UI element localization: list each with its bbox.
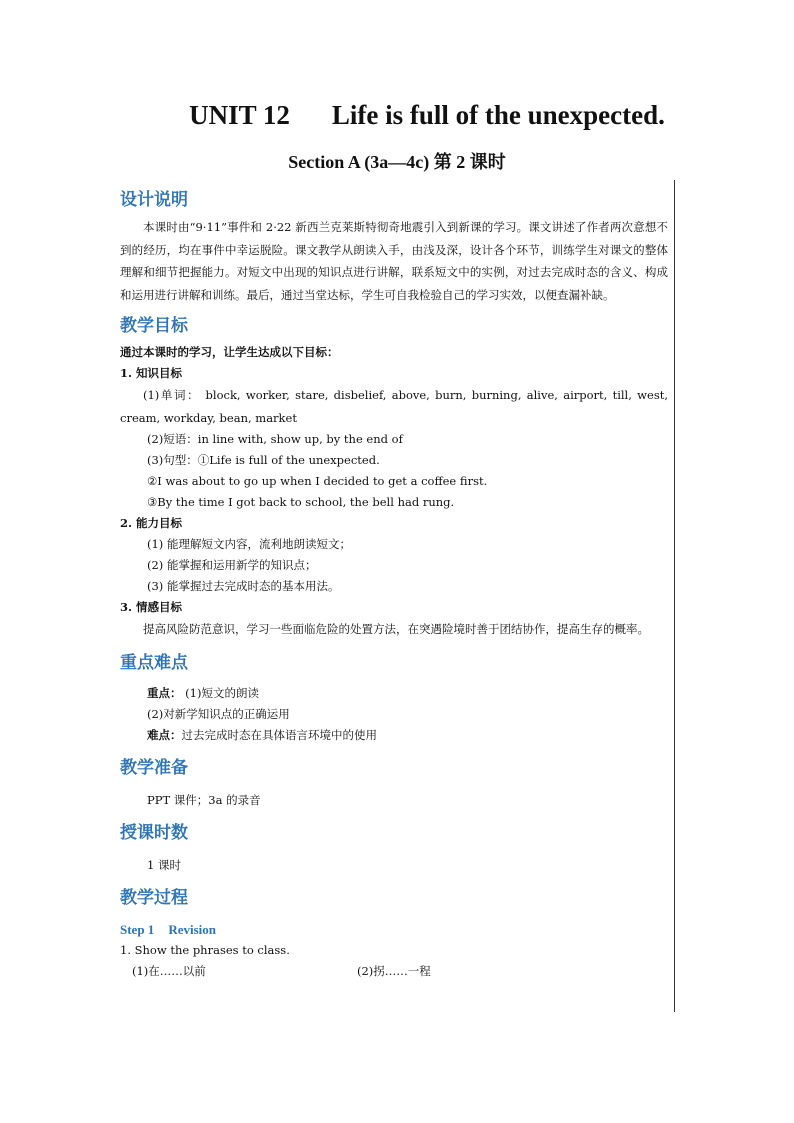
table-border-right bbox=[674, 180, 675, 1012]
goals-intro: 通过本课时的学习，让学生达成以下目标： bbox=[120, 345, 339, 359]
key-label: 重点： bbox=[147, 685, 182, 700]
lesson-subtitle: Section A (3a—4c) 第 2 课时 bbox=[288, 152, 506, 172]
phrase-2: (2)拐……一程 bbox=[357, 963, 431, 978]
process-heading: 教学过程 bbox=[120, 887, 188, 908]
sentence-label: (3)句型： bbox=[147, 453, 198, 467]
vocab-words: (1)单词： block, worker, stare, disbelief, above, burn, burning, alive, airport, till, west, cream, workday, bean, market bbox=[120, 388, 668, 425]
step-label: Step 1 bbox=[120, 921, 155, 937]
unit-title: Life is full of the unexpected. bbox=[331, 100, 665, 130]
design-text: 本课时由“9·11”事件和 2·22 新西兰克莱斯特彻奇地震引入到新课的学习。课文讲述了作者两次意想不到的经历，均在事件中幸运脱险。课文教学从朗读入手，由浅及深，设计各个环节，训练学生对课文的整体理解和细节把握能力。对短文中出现的知识点进行讲解，联系短文中的实例，对过去完成时态的含义、构成和运用进行讲解和训练。最后，通过当堂达标，学生可自我检验自己的学习实效，以便查漏补缺。 bbox=[120, 220, 668, 302]
unit-label: UNIT 12 bbox=[189, 100, 290, 130]
emotion-goals-text: 提高风险防范意识，学习一些面临危险的处置方法，在突遇险境时善于团结协作，提高生存的概率。 bbox=[143, 622, 649, 636]
sentence-pattern-1 bbox=[120, 450, 668, 471]
emotion-goals-title: 3. 情感目标 bbox=[120, 600, 183, 614]
prep-text: PPT 课件；3a 的录音 bbox=[147, 792, 261, 807]
sentence-pattern-2: ②I was about to go up when I decided to get a coffee first. bbox=[147, 474, 488, 488]
sentence-1: ①Life is full of the unexpected. bbox=[197, 453, 380, 467]
ability-item-3: (3) 能掌握过去完成时态的基本用法。 bbox=[147, 579, 340, 593]
step-title bbox=[120, 920, 668, 940]
step-name: Revision bbox=[168, 921, 216, 937]
sentence-pattern-3: ③By the time I got back to school, the bell had rung. bbox=[147, 495, 455, 509]
difficulty-text: 过去完成时态在具体语言环境中的使用 bbox=[181, 727, 377, 742]
ability-goals-title: 2. 能力目标 bbox=[120, 516, 183, 530]
ability-item-1: (1) 能理解短文内容，流利地朗读短文； bbox=[147, 537, 351, 551]
vocab-phrases: (2)短语：in line with, show up, by the end of bbox=[147, 432, 403, 446]
time-text: 1 课时 bbox=[147, 857, 181, 872]
time-heading: 授课时数 bbox=[120, 822, 188, 843]
key-point-line bbox=[120, 683, 668, 704]
design-heading: 设计说明 bbox=[120, 190, 188, 210]
knowledge-goals-title: 1. 知识目标 bbox=[120, 366, 183, 380]
goals-heading: 教学目标 bbox=[120, 316, 188, 336]
difficulty-line bbox=[120, 725, 668, 746]
phrase-1: (1)在……以前 bbox=[132, 963, 206, 978]
key-point-2: (2)对新学知识点的正确运用 bbox=[147, 706, 290, 721]
key-point-1: (1)短文的朗读 bbox=[185, 685, 259, 700]
prep-heading: 教学准备 bbox=[120, 757, 188, 778]
process-item-1: 1. Show the phrases to class. bbox=[120, 942, 290, 957]
page-title bbox=[0, 100, 794, 131]
phrase-row bbox=[120, 961, 668, 982]
ability-item-2: (2) 能掌握和运用新学的知识点； bbox=[147, 558, 317, 572]
lesson-plan-body bbox=[120, 184, 668, 982]
key-points-heading: 重点难点 bbox=[120, 652, 188, 673]
difficulty-label: 难点： bbox=[147, 727, 182, 742]
